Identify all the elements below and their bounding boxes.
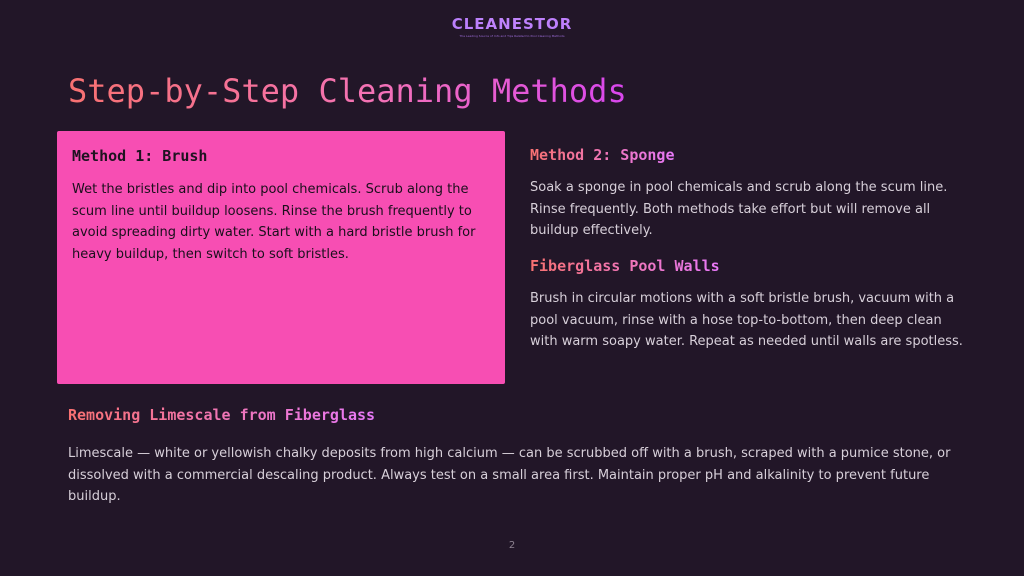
method1-card <box>57 131 505 384</box>
fiberglass-walls-body: Brush in circular motions with a soft bristle brush, vacuum with a pool vacuum, rinse with a hose top-to-bottom, then deep clean with warm soapy water. Repeat as needed until walls are spotless. <box>530 291 963 349</box>
fiberglass-walls-heading: Fiberglass Pool Walls <box>530 257 720 275</box>
method2-body: Soak a sponge in pool chemicals and scrub along the scum line. Rinse frequently. Both methods take effort but will remove all buildup effectively. <box>530 180 948 238</box>
page-number: 2 <box>508 540 516 551</box>
method2-heading: Method 2: Sponge <box>530 146 675 164</box>
brand-logo <box>0 14 1024 39</box>
limescale-body: Limescale — white or yellowish chalky deposits from high calcium — can be scrubbed off with a brush, scraped with a pumice stone, or dissolved with a commercial descaling product. Always test on a small area first. Maintain proper pH and alkalinity to prevent future buildup. <box>68 446 951 504</box>
method1-heading: Method 1: Brush <box>72 147 208 165</box>
logo-tagline: The Leading Source of Info and Tips Related to Pool Cleaning Methods <box>459 34 565 38</box>
method1-body: Wet the bristles and dip into pool chemicals. Scrub along the scum line until buildup loosens. Rinse the brush frequently to avoid spreading dirty water. Start with a hard bristle brush for heavy buildup, then switch to soft bristles. <box>72 182 476 262</box>
slide-title: Step-by-Step Cleaning Methods <box>68 72 627 110</box>
limescale-heading: Removing Limescale from Fiberglass <box>68 406 376 424</box>
logo-wordmark: CLEANESTOR <box>0 14 1024 34</box>
